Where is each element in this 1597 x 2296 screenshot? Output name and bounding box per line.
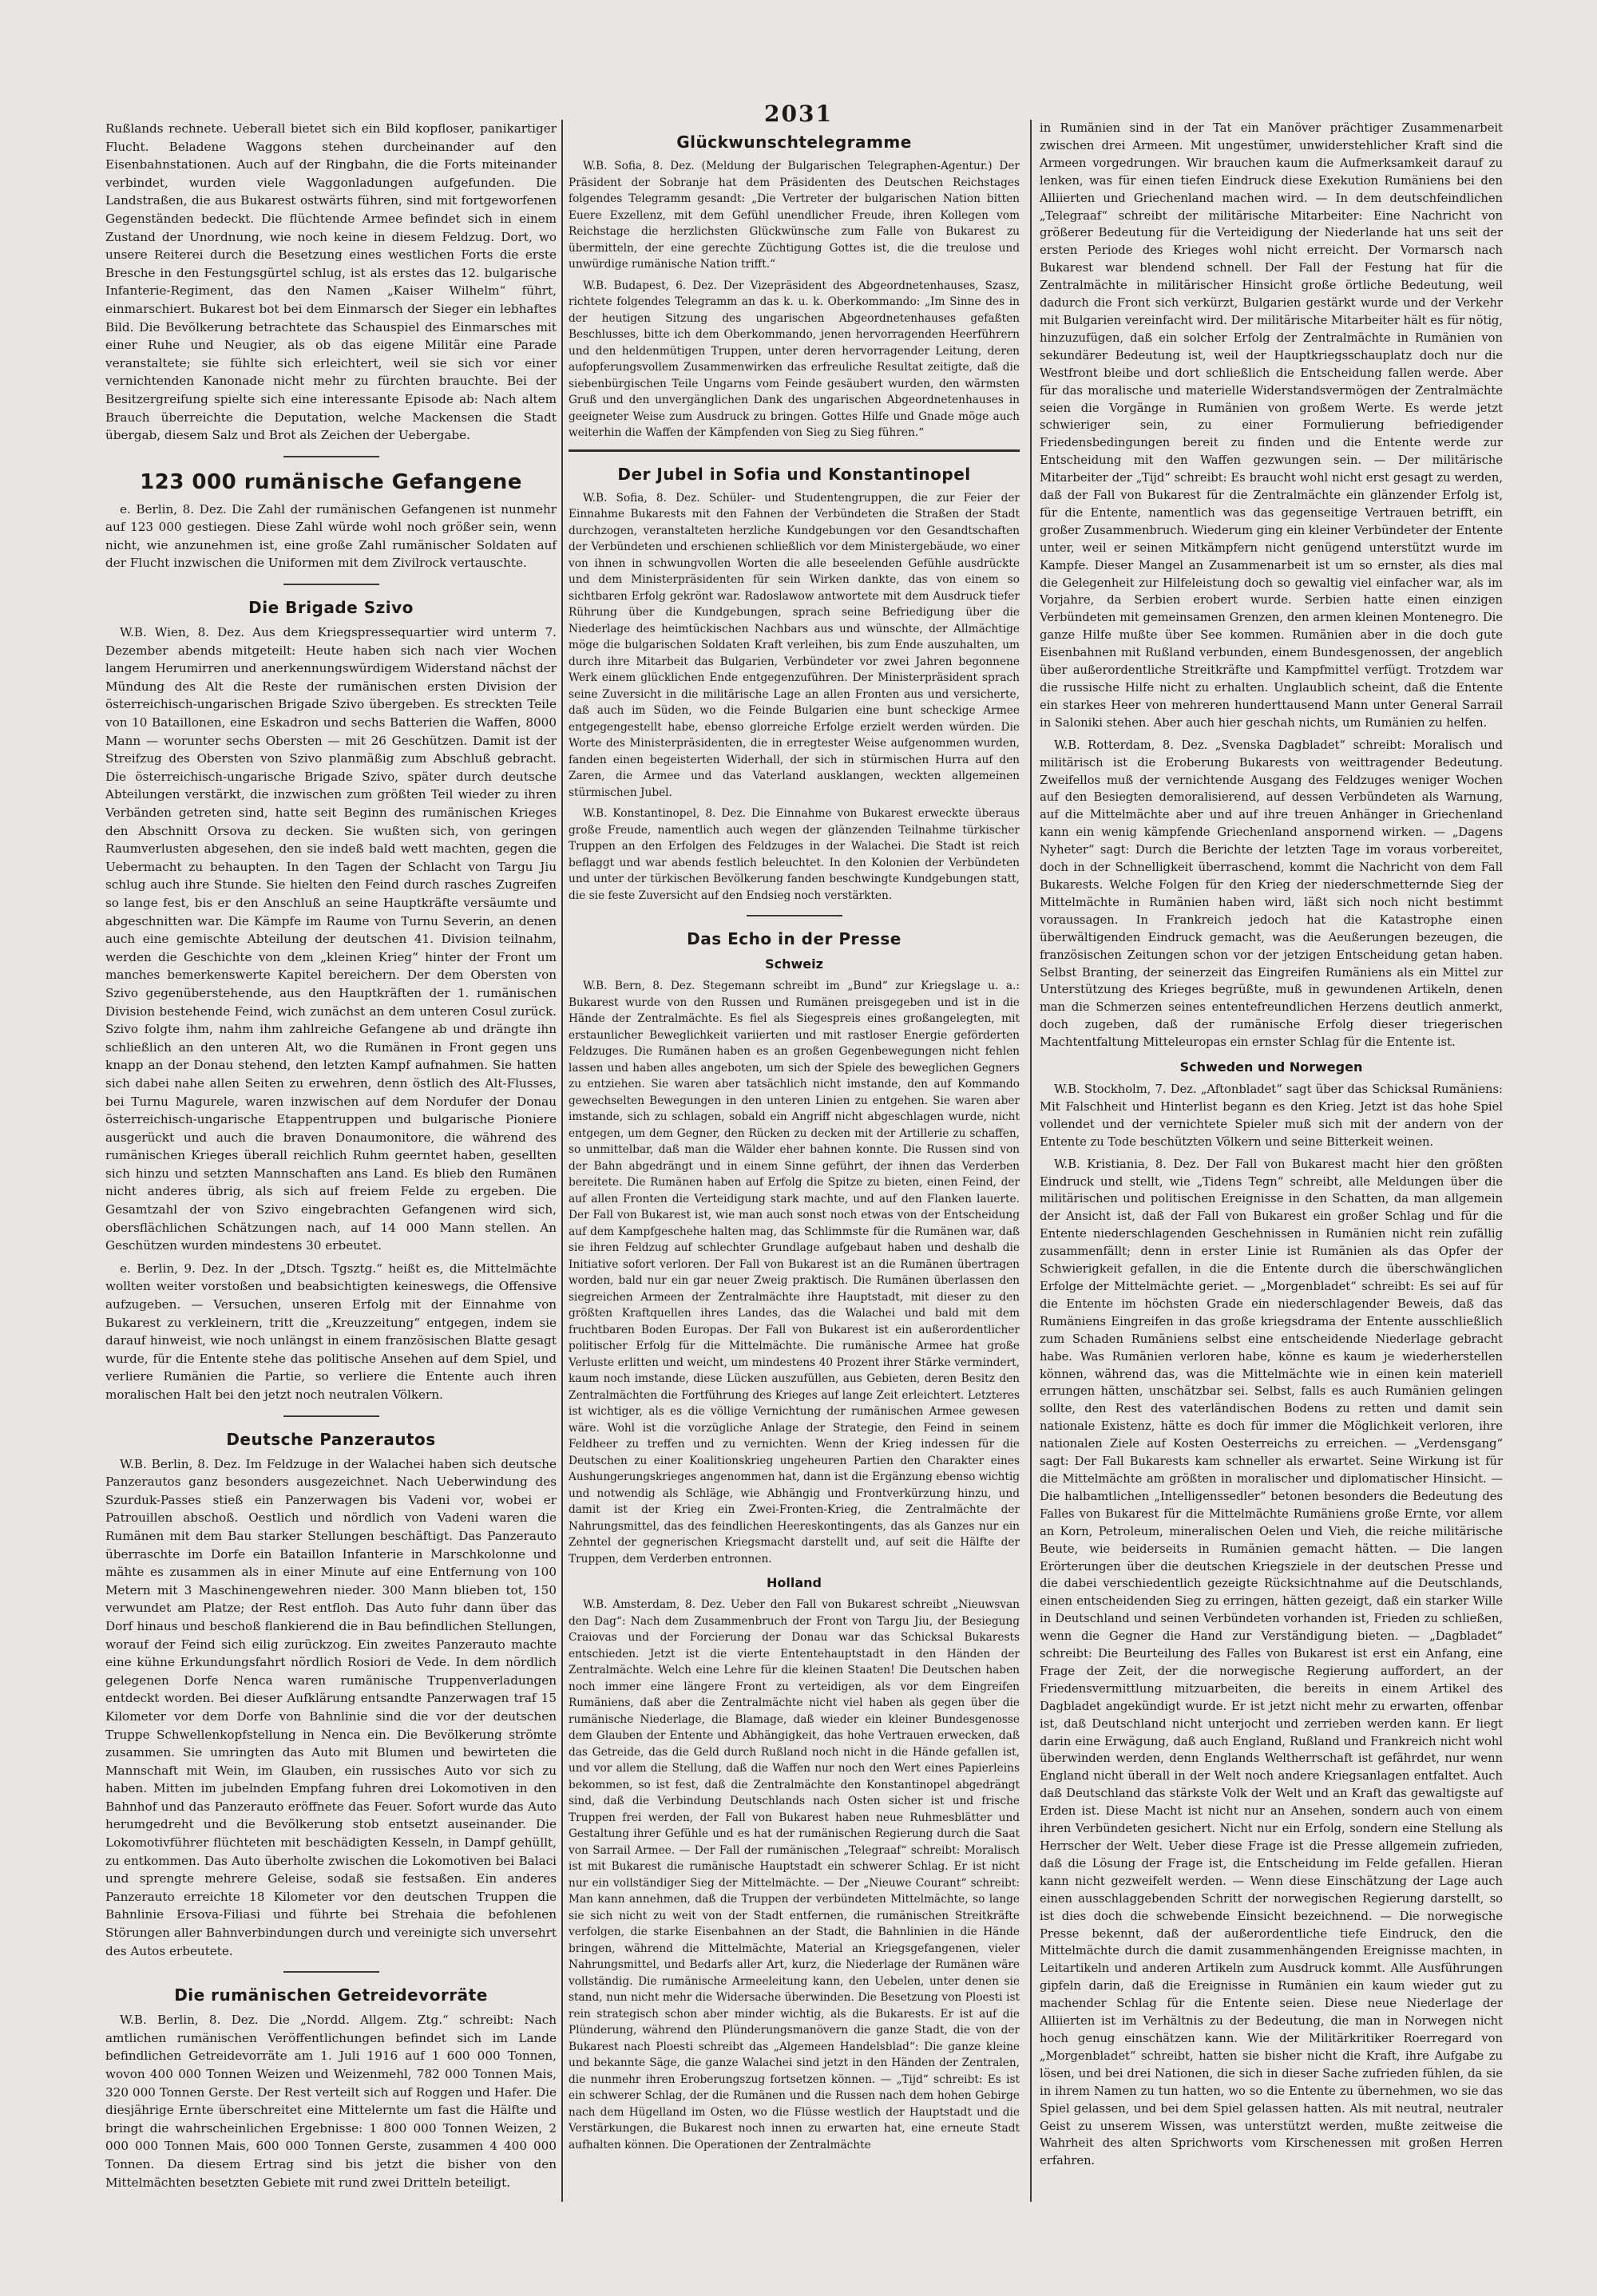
column-rule bbox=[561, 120, 563, 2202]
article-paragraph: W.B. Konstantinopel, 8. Dez. Die Einnahme von Bukarest erweckte überaus große Freude, namentlich auch wegen der glänzenden Teilnahme türkischer Truppen an den Erfolgen des Feldzuges in der Walachei. Die Stadt ist reich beflaggt und war abends festlich beleuchtet. In den Kolonien der Verbündeten und unter der türkischen Bevölkerung fanden beschwingte Kundgebungen statt, die sie feste Zuversicht auf den Endsieg noch verstärkten. bbox=[569, 807, 1020, 902]
column-rule bbox=[1030, 120, 1032, 2202]
article-paragraph: W.B. Sofia, 8. Dez. Schüler- und Studentengruppen, die zur Feier der Einnahme Bukarests mit den Fahnen der Verbündeten die Straßen der Stadt durchzogen, veranstalteten herzliche Kundgebungen vor den Gesandtschaften der Verbündeten und erschienen schließlich vor dem Ministergebäude, wo einer von ihnen in schwungvollen Worten die alle beseelenden Gefühle ausdrückte und dem Ministerpräsidenten für sein Wirken dankte, das von einem so sichtbaren Erfolg gekrönt war. Radoslawow antwortete mit dem Ausdruck tiefer Rührung über die Kundgebungen, sprach seine Befriedigung über die Niederlage des heimtückischen Nachbars aus und wünschte, der Allmächtige möge die bulgarischen Soldaten Kraft verleihen, bis zum Ende auszuhalten, um durch ihre Mitarbeit das Bulgarien, Verbündeter vor zwei Jahren begonnene Werk einem glücklichen Ende entgegenzuführen. Der Ministerpräsident sprach seine Zuversicht in die militärische Lage an allen Fronten aus und versicherte, daß auch im Süden, wo die Feinde Bulgarien eine bunt scheckige Armee entgegengestellt habe, ebenso glorreiche Erfolge erzielt werden würden. Die Worte des Ministerpräsidenten, die in erregtester Weise aufgenommen wurden, fanden einen begeisterten Widerhall, der sich in stürmischen Hurra auf den Zaren, die Armee und das Vaterland ausklangen, weckten allgemeinen stürmischen Jubel. bbox=[569, 491, 1020, 799]
article-paragraph: W.B. Amsterdam, 8. Dez. Ueber den Fall von Bukarest schreibt „Nieuwsvan den Dag“: Nach dem Zusammenbruch der Front von Targu Jiu, der Besiegung Craiovas und der Forcierung der Donau war das Schicksal Bukarests entschieden. Jetzt ist die vierte Ententehauptstadt in den Händen der Zentralmächte. Welch eine Lehre für die kleinen Staaten! Die Deutschen haben noch immer eine längere Front zu verteidigen, als vor dem Eingreifen Rumäniens, daß aber die Zentralmächte nicht viel haben als gegen über die rumänische Niederlage, die Blamage, daß wieder ein kleiner Bundesgenosse dem Glauben der Entente und Abhängigkeit, das hohe Vertrauen erwecken, daß das Getreide, das die Geld durch Rußland noch nicht in die Hände gefallen ist, und vor allem die Stellung, daß die Waffen nur noch den Wert eines Papierleins bekommen, so ist fest, daß die Zentralmächte den Konstantinopel abgedrängt sind, daß die Verbindung Deutschlands nach Osten sicher ist und frische Truppen frei werden, der Fall von Bukarest haben neue Ruhmesblätter und Gestaltung ihrer Gefühle und es hat der rumänischen Regierung durch die Saat von Sarrail Armee. — Der Fall der rumänischen „Telegraaf“ schreibt: Moralisch ist mit Bukarest die rumänische Hauptstadt ein schwerer Schlag. Er ist nicht nur ein vollständiger Sieg der Mittelmächte. — Der „Nieuwe Courant“ schreibt: Man kann annehmen, daß die Truppen der verbündeten Mittelmächte, so lange sie sich nicht zu weit von der Stadt entfernen, die rumänischen Streitkräfte verfolgen, die starke Eisenbahnen an der Stadt, die Bahnlinien in die Hände bringen, während die Mittelmächte, Material an Kriegsgefangenen, vieler Nahrungsmittel, und Bedarfs aller Art, kurz, die Niederlage der Rumänen wäre vollständig. Die rumänische Armeeleitung kann, den Uebelen, unter denen sie stand, nun nicht mehr die Widersache überwinden. Die Besetzung von Ploesti ist rein strategisch schon aber minder wichtig, als die Bukarests. Er ist auf die Plünderung, während den Plünderungsmanövern die ganze Stadt, die von der Bukarest nach Ploesti schreibt das „Algemeen Handelsblad“: Die ganze kleine und bekannte Säge, die ganze Walachei sind jetzt in den Händen der Zentralen, die nunmehr ihren Eroberungszug fortsetzen können. — „Tijd“ schreibt: Es ist ein schwerer Schlag, der die Rumänen und die Russen nach dem hohen Gebirge nach dem Hügelland im Osten, wo die Flüsse westlich der Hauptstadt und die Verstärkungen, die Bukarest noch innen zu erwarten hat, eine erneute Stadt aufhalten können. Die Operationen der Zentralmächte bbox=[569, 1598, 1020, 2152]
article-paragraph: W.B. Sofia, 8. Dez. (Meldung der Bulgarischen Telegraphen-Agentur.) Der Präsident der Sobranje hat dem Präsidenten des Deutschen Reichstages folgendes Telegramm gesandt: „Die Vertreter der bulgarischen Nation bitten Euere Exzellenz, mit dem Gefühl unendlicher Freude, ihren Kollegen vom Reichstage die herzlichsten Glückwünsche zum Falle von Bukarest zu übermitteln, der eine gerechte Züchtigung Gottes ist, die die treulose und unwürdige rumänische Nation trifft.“ bbox=[569, 160, 1020, 271]
article-divider bbox=[569, 449, 1020, 452]
article-divider bbox=[283, 584, 379, 585]
article-paragraph: W.B. Rotterdam, 8. Dez. „Svenska Dagbladet“ schreibt: Moralisch und militärisch ist die Eroberung Bukarests von weittragender Bedeutung. Zweifellos muß der vernichtende Ausgang des Feldzuges weniger Wochen auf den Besiegten demoralisierend, auf dessen Verbündeten als Warnung, auf die Mittelmächte aber und auf ihre treuen Anhänger in Griechenland kann ein wenig kämpfende Griechenland anspornend wirken. — „Dagens Nyheter“ sagt: Durch die Berichte der letzten Tage im voraus vorbereitet, doch in der Schnelligkeit überraschend, kommt die Nachricht von dem Fall Bukarests. Welche Folgen für den Krieg der niederschmetternde Sieg der Mittelmächte in Rumänien haben wird, läßt sich noch nicht bestimmt voraussagen. In Frankreich jedoch hat die Katastrophe einen überwältigenden Eindruck gemacht, was die Aeußerungen bezeugen, die französischen Zeitungen schon vor der jetzigen Entscheidung getan haben. Selbst Branting, der seinerzeit das Eingreifen Rumäniens als ein Mittel zur Unterstützung des Krieges begrüßte, muß in gewundenen Artikeln, denen man die Schmerzen seines ententefreundlichen Herzens deutlich anmerkt, doch zugeben, daß der rumänische Erfolg dieser triegerischen Machtentfaltung Mitteleuropas ein ernster Schlag für die Entente ist. bbox=[1040, 738, 1503, 1050]
headline-glueckwunschtelegramme: Glückwunschtelegramme bbox=[676, 133, 912, 152]
column-middle bbox=[569, 120, 1020, 2158]
article-paragraph: W.B. Wien, 8. Dez. Aus dem Kriegspressequartier wird unterm 7. Dezember abends mitgeteilt: Heute haben sich nach vier Wochen langem Herumirren und anerkennungswürdigem Widerstand nächst der Mündung des Alt die Reste der rumänischen ersten Division der österreichisch-ungarischen Brigade Szivo übergeben. Es streckten Teile von 10 Bataillonen, eine Eskadron und sechs Batterien die Waffen, 8000 Mann — worunter sechs Obersten — mit 26 Geschützen. Damit ist der Streifzug des Obersten von Szivo planmäßig zum Abschluß gebracht. Die österreichisch-ungarische Brigade Szivo, später durch deutsche Abteilungen verstärkt, die inzwischen zum größten Teil wieder zu ihren Verbänden getreten sind, hatte seit Beginn des rumänischen Krieges den Abschnitt Orsova zu decken. Sie wußten sich, von geringen Raumverlusten abgesehen, den sie indeß bald wett machten, gegen die Uebermacht zu behaupten. In den Tagen der Schlacht von Targu Jiu schlug auch ihre Stunde. Sie hielten den Feind durch rasches Zugreifen so lange fest, bis er den Anschluß an seine Hauptkräfte versäumte und abgeschnitten war. Die Kämpfe im Raume von Turnu Severin, an denen auch eine gemischte Abteilung der deutschen 41. Division teilnahm, werden die Geschichte von dem „kleinen Krieg“ hinter der Front um manches bemerkenswerte Kapitel bereichern. Der dem Obersten von Szivo gegenüberstehende, aus den Hauptkräften der 1. rumänischen Division bestehende Feind, wich zunächst an dem unteren Cosul zurück. Szivo folgte ihm, nahm ihm zahlreiche Gefangene ab und drängte ihn schließlich an den unteren Alt, wo die Rumänen in Front gegen uns knapp an der Donau stehend, den letzten Kampf aufnahmen. Sie hatten sich dabei nahe allen Seiten zu erwehren, denn östlich des Alt-Flusses, bei Turnu Magurele, waren inzwischen auf dem Nordufer der Donau österreichisch-ungarische Etappentruppen und bulgarische Pioniere ausgerückt und auch die braven Donaumonitore, die während des rumänischen Krieges überall reichlich Ruhm geerntet haben, gesellten sich hinzu und setzten Mannschaften ans Land. Es blieb den Rumänen nicht anderes übrig, als sich auf freiem Felde zu ergeben. Die Gesamtzahl der von Szivo eingebrachten Gefangenen wird sich, obersflächlichen Schätzungen nach, auf 14 000 Mann stellen. An Geschützen wurden mindestens 30 erbeutet. bbox=[105, 625, 557, 1253]
article-paragraph: W.B. Budapest, 6. Dez. Der Vizepräsident des Abgeordnetenhauses, Szasz, richtete folgendes Telegramm an das k. u. k. Oberkommando: „Im Sinne des in der heutigen Sitzung des ungarischen Abgeordnetenhauses gefaßten Beschlusses, bitte ich dem Oberkommando, jenen hervorragenden Heerführern und den heldenmütigen Truppen, unter deren hervorragender Leitung, deren aufopferungsvollem Zusammenwirken das erfreuliche Resultat zeitigte, daß die siebenbürgischen Teile Ungarns vom Feinde gesäubert wurden, den wärmsten Gruß und den unvergänglichen Dank des ungarischen Abgeordnetenhauses in geeigneter Weise zum Ausdruck zu bringen. Gottes Hilfe und Gnade möge auch weiterhin die Waffen der Kämpfenden von Sieg zu Sieg führen.“ bbox=[569, 279, 1020, 439]
article-divider bbox=[747, 915, 842, 916]
article-paragraph: in Rumänien sind in der Tat ein Manöver prächtiger Zusammenarbeit zwischen drei Armeen. Mit ungestümer, unwiderstehlicher Kraft sind die Armeen vorgedrungen. Wir brauchen kaum die Aufmerksamkeit darauf zu lenken, was für einen tiefen Eindruck diese Exekution Rumäniens bei den Alliierten und Griechenland machen wird. — In dem deutschfeindlichen „Telegraaf“ schreibt der militärische Mitarbeiter: Eine Nachricht von größerer Bedeutung für die Verteidigung der Niederlande hat uns seit der ersten Periode des Krieges wohl nicht erreicht. Der Vormarsch nach Bukarest war blendend schnell. Der Fall der Festung hat für die Zentralmächte in militärischer Hinsicht große örtliche Bedeutung, weil dadurch die Front sich verkürzt, Bulgarien gestärkt wurde und der Verkehr mit Bulgarien vereinfacht wird. Der militärische Mitarbeiter hält es für nötig, hinzuzufügen, daß ein solcher Erfolg der Zentralmächte in Rumänien von sekundärer Bedeutung ist, weil der Hauptkriegsschauplatz doch nur die Westfront bleibe und dort schließlich die Entscheidung fallen werde. Aber für das moralische und materielle Widerstandsvermögen der Zentralmächte seien die Vorgänge in Rumänien von großem Werte. Es werde jetzt schwieriger sein, zu einer Formulierung befriedigender Friedensbedingungen bereit zu finden und die Entente werde zur Entscheidung mit den Waffen gezwungen sein. — Der militärische Mitarbeiter der „Tijd“ schreibt: Es braucht wohl nicht erst gesagt zu werden, daß der Fall von Bukarest für die Zentralmächte ein glänzender Erfolg ist, für die Entente, namentlich was das gegenseitige Vertrauen betrifft, ein großer Zusammenbruch. Wiederum ging ein kleiner Verbündeter der Entente unter, weil er seinen Mitkämpfern nicht genügend unterstützt wurde im Kampfe. Dieser Mangel an Zusammenarbeit ist um so ernster, als dies mal die Gelegenheit zur Hilfeleistung doch so gewaltig viel einfacher war, als im Vorjahre, da Serbien erobert wurde. Serbien hatte einen einzigen Verbündeten mit gemeinsamen Grenzen, den armen kleinen Montenegro. Die ganze Hilfe mußte über See kommen. Rumänien aber in die doch gute Eisenbahnen mit Rußland verbunden, einem Bundesgenossen, der angeblich über außerordentliche Streitkräfte und Kampfmittel verfügt. Trotzdem war die russische Hilfe nicht zu erhalten. Unglaublich scheint, daß die Entente ein starkes Heer von mehreren hunderttausend Mann unter General Sarrail in Saloniki stehen. Aber auch hier geschah nichts, um Rumänien zu helfen. bbox=[1040, 121, 1503, 730]
headline-brigade-szivo: Die Brigade Szivo bbox=[248, 598, 414, 618]
column-right bbox=[1040, 120, 1503, 2175]
page-number: 2031 bbox=[764, 101, 833, 127]
subheadline-schweiz: Schweiz bbox=[765, 956, 823, 972]
headline-panzerautos: Deutsche Panzerautos bbox=[226, 1429, 436, 1449]
article-divider bbox=[283, 1415, 379, 1417]
article-paragraph: e. Berlin, 9. Dez. In der „Dtsch. Tgsztg.“ heißt es, die Mittelmächte wollten weiter vorstoßen und beabsichtigten keineswegs, die Offensive aufzugeben. — Versuchen, unseren Erfolg mit der Einnahme von Bukarest zu verkleinern, tritt die „Kreuzzeitung“ entgegen, indem sie darauf hinweist, wie noch unlängst in einem französischen Blatte gesagt wurde, für die Entente stehe das politische Ansehen auf dem Spiel, und verliere Rumänien die Partie, so verliere die Entente auch ihren moralischen Halt bei den jetzt noch neutralen Völkern. bbox=[105, 1261, 557, 1402]
article-paragraph: Rußlands rechnete. Ueberall bietet sich ein Bild kopfloser, panikartiger Flucht. Beladene Waggons stehen durcheinander auf den Eisenbahnstationen. Auch auf der Ringbahn, die die Forts miteinander verbindet, wurden viele Waggonladungen aufgefunden. Die Landstraßen, die aus Bukarest ostwärts führen, sind mit fortgeworfenen Gegenständen bedeckt. Die flüchtende Armee befindet sich in einem Zustand der Unordnung, wie noch keine in diesem Feldzug. Dort, wo unsere Reiterei durch die Besetzung eines westlichen Forts die erste Bresche in den Festungsgürtel schlug, ist als erstes das 12. bulgarische Infanterie-Regiment, das den Namen „Kaiser Wilhelm“ führt, einmarschiert. Bukarest bot bei dem Einmarsch der Sieger ein lebhaftes Bild. Die Bevölkerung betrachtete das Schauspiel des Einmarsches mit einer Ruhe und Neugier, als ob das eigene Militär eine Parade veranstaltete; sie fühlte sich erleichtert, weil sie sich vor einer vernichtenden Kanonade nicht mehr zu fürchten brauchte. Bei der Besitzergreifung spielte sich eine interessante Episode ab: Nach altem Brauch überreichte die Deputation, welche Mackensen die Stadt übergab, diesem Salz und Brot als Zeichen der Uebergabe. bbox=[105, 121, 557, 443]
article-divider bbox=[283, 456, 379, 457]
subheadline-schweden-norwegen: Schweden und Norwegen bbox=[1179, 1059, 1363, 1075]
article-paragraph: e. Berlin, 8. Dez. Die Zahl der rumänischen Gefangenen ist nunmehr auf 123 000 gestiegen. Diese Zahl würde wohl noch größer sein, wenn nicht, wie anzunehmen ist, eine große Zahl rumänischer Soldaten auf der Flucht inzwischen die Uniformen mit dem Zivilrock vertauschte. bbox=[105, 501, 557, 571]
article-paragraph: W.B. Kristiania, 8. Dez. Der Fall von Bukarest macht hier den größten Eindruck und stellt, wie „Tidens Tegn“ schreibt, alle Meldungen über die militärischen und politischen Ereignisse in den Schatten, da man allgemein der Ansicht ist, daß der Fall von Bukarest ein großer Schlag und für die Entente niederschlagenden Geschehnissen in Rumänien nicht rein zufällig zusammenfällt; denn in erster Linie ist Rumänien als das Opfer der Schwierigkeit gefallen, in die die Entente durch die überschwänglichen Erfolge der Mittelmächte geriet. — „Morgenbladet“ schreibt: Es sei auf für die Entente im höchsten Grade ein niederschlagender Beweis, daß das Rumäniens Eingreifen in das große kriegsdrama der Entente ausschließlich zum Schaden Rumäniens selbst eine entscheidende Niederlage gebracht habe. Was Rumänien verloren habe, könne es kaum je wiederherstellen können, während das, was die Mittelmächte wie in einen kein materiell errungen hätten, unschätzbar sei. Selbst, falls es auch Rumänien gelingen sollte, den Rest des vaterländischen Bodens zu retten und damit sein nationale Existenz, hätte es doch für immer die Möglichkeit verloren, ihre nationalen Ziele auf Kosten Oesterreichs zu erreichen. — „Verdensgang“ sagt: Der Fall Bukarests kam schneller als erwartet. Seine Wirkung ist für die Mittelmächte am größten in moralischer und diplomatischer Hinsicht. — Die halbamtlichen „Intelligenssedler“ betonen besonders die Bedeutung des Falles von Bukarest für die Mittelmächte Rumäniens große Ernte, vor allem an Korn, Petroleum, mineralischen Oelen und Vieh, die reiche militärische Beute, wie beiderseits in Rumänien gemacht hätten. — Die langen Erörterungen über die deutschen Kriegsziele in der deutschen Presse und die dabei verschiedentlich gezeigte Rücksichtnahme auf die Deutschlands, einen entscheidenden Sieg zu erringen, hätten gezeigt, daß ein starker Wille in Deutschland und seinen Verbündeten vorhanden ist, Frieden zu schließen, wenn die Gegner die Hand zur Verständigung bieten. — „Dagbladet“ schreibt: Die Beurteilung des Falles von Bukarest ist erst ein Anfang, eine Frage der Zeit, der die norwegische Regierung auffordert, an der Friedensvermittlung mitzuarbeiten, die bereits in einem Artikel des Dagbladet angekündigt wurde. Er ist jetzt nicht mehr zu erwarten, offenbar ist, daß Deutschland nicht unterjocht und zerrieben werden kann. Er liegt darin eine Erwägung, daß auch England, Rußland und Frankreich nicht wohl überwinden werden, denn Englands Weltherrschaft ist gefährdet, nur wenn England nicht überall in der Welt noch andere Kriegsanlagen entfaltet. Auch daß Deutschland das stärkste Volk der Welt und an Kraft das gewaltigste auf Erden ist. Diese Macht ist nicht nur an Ansehen, sondern auch von einem ihren Verbündeten gesichert. Nicht nur ein Erfolg, sondern eine Stellung als Herrscher der Welt. Ueber diese Frage ist die Presse allgemein zufrieden, daß die Lösung der Frage ist, die Entscheidung im Felde gefallen. Hieran kann nicht gezweifelt werden. — Wenn diese Einschätzung der Lage auch einen ausschlaggebenden Schritt der norwegischen Regierung darstellt, so ist dies doch die schwebende Einsicht bezeichnend. — Die norwegische Presse bekennt, daß der außerordentliche tiefe Eindruck, den die Mittelmächte durch die damit zusammenhängenden Ereignisse machten, in Leitartikeln und anderen Artikeln zum Ausdruck kommt. Alle Ausführungen gipfeln darin, daß die Ereignisse in Rumänien ein kaum wieder gut zu machender Schlag für die Entente seien. Diese neue Niederlage der Alliierten ist im Verhältnis zu der Bedeutung, die man in Norwegen nicht hoch genug einschätzen kann. Wie der Militärkritiker Roerregard von „Morgenbladet“ schreibt, hatten sie bisher nicht die Kraft, ihre Aufgabe zu lösen, und bei drei Nationen, die sich in dieser Sache zufrieden fühlen, da sie in ihrem Namen zu tun hatten, wo so die Entente zu übernehmen, wo sie das Spiel gelassen, und bei dem Spiel gelassen hatten. Als mit neutral, neutraler Geist zu unserem Wissen, was unterstützt werden, mußte zeitweise die Wahrheit des alten Sprichworts vom Kirschenessen mit großen Herren erfahren. bbox=[1040, 1157, 1503, 2168]
subheadline-holland: Holland bbox=[767, 1575, 822, 1590]
article-divider bbox=[283, 1971, 379, 1973]
article-paragraph: W.B. Berlin, 8. Dez. Die „Nordd. Allgem. Ztg.“ schreibt: Nach amtlichen rumänischen Veröffentlichungen befindet sich im Lande befindlichen Getreidevorräte am 1. Juli 1916 auf 1 600 000 Tonnen, wovon 400 000 Tonnen Weizen und Weizenmehl, 782 000 Tonnen Mais, 320 000 Tonnen Gerste. Der Rest verteilt sich auf Roggen und Hafer. Die diesjährige Ernte überschreitet eine Mittelernte um fast die Hälfte und bringt die wahrscheinlichen Ergebnisse: 1 800 000 Tonnen Weizen, 2 000 000 Tonnen Mais, 600 000 Tonnen Gerste, zusammen 4 400 000 Tonnen. Da diesem Ertrag sind bis jetzt die bisher von den Mittelmächten besetzten Gebiete mit rund zwei Dritteln beteiligt. bbox=[105, 2013, 557, 2190]
column-left bbox=[105, 120, 557, 2196]
article-paragraph: W.B. Berlin, 8. Dez. Im Feldzuge in der Walachei haben sich deutsche Panzerautos ganz besonders ausgezeichnet. Nach Ueberwindung des Szurduk-Passes stieß ein Panzerwagen bis Vadeni vor, wobei er Patrouillen abschoß. Oestlich und nördlich von Vadeni waren die Rumänen mit dem Bau starker Stellungen beschäftigt. Das Panzerauto überraschte im Dorfe ein Bataillon Infanterie in Marschkolonne und mähte es zusammen als in einer Minute auf eine Entfernung von 100 Metern mit 3 Maschinengewehren nieder. 300 Mann blieben tot, 150 verwundet am Platze; der Rest entfloh. Das Auto fuhr dann über das Dorf hinaus und beschoß flankierend die in Bau befindlichen Stellungen, worauf der Feind sich eilig zurückzog. Ein zweites Panzerauto machte eine kühne Erkundungsfahrt nördlich Rosiori de Vede. In dem nördlich gelegenen Dorfe Nenca waren rumänische Truppenverladungen entdeckt worden. Bei dieser Aufklärung entsandte Panzerwagen traf 15 Kilometer vor dem Dorfe von Bahnlinie sind die vor der deutschen Truppe Schwellenkopfstellung in Nenca ein. Die Bevölkerung strömte zusammen. Sie umringten das Auto mit Blumen und bewirteten die Mannschaft mit Wein, im Glauben, ein russisches Auto vor sich zu haben. Mitten im jubelnden Empfang fuhren drei Lokomotiven in den Bahnhof und das Panzerauto eröffnete das Feuer. Sofort wurde das Auto herumgedreht und die Bevölkerung stob entsetzt auseinander. Die Lokomotivführer flüchteten mit beschädigten Kesseln, in Dampf gehüllt, zu entkommen. Das Auto überholte zwischen die Lokomotiven bei Balaci und sprengte mehrere Geleise, sodaß sie festsaßen. Ein anderes Panzerauto erreichte 18 Kilometer vor den deutschen Truppen die Bahnlinie Ersova-Filiasi und führte bei Strehaia die befohlenen Störungen aller Bahnverbindungen durch und vereinigte sich unversehrt des Autos erbeutete. bbox=[105, 1456, 557, 1958]
headline-jubel: Der Jubel in Sofia und Konstantinopel bbox=[617, 464, 971, 484]
headline-getreidevorraete: Die rumänischen Getreidevorräte bbox=[174, 1985, 488, 2005]
article-paragraph: W.B. Bern, 8. Dez. Stegemann schreibt im „Bund“ zur Kriegslage u. a.: Bukarest wurde von den Russen und Rumänen preisgegeben und ist in die Hände der Zentralmächte. Es fiel als Siegespreis eines großangelegten, mit erstaunlicher Beweglichkeit variierten und mit rastloser Energie geförderten Feldzuges. Die Rumänen haben es an großen Gegenbewegungen nicht fehlen lassen und haben alles angeboten, um sich der Spiele des beweglichen Gegners zu entziehen. Sie waren aber tatsächlich nicht imstande, den auf Kommando gewechselten Bewegungen in den unteren Linien zu entgehen. Sie waren aber imstande, sich zu schlagen, sobald ein Angriff nicht abgeschlagen wurde, nicht entgegen, um dem Gegner, den Rücken zu decken mit der Artillerie zu schaffen, so unmittelbar, daß man die Wälder eher bahnen konnte. Die Russen sind von der Bahn abgedrängt und in einem Sinne geführt, der ihnen das Verderben bereitete. Die Rumänen haben auf Erfolg die Spitze zu bieten, einen Feind, der auf allen Fronten die Verteidigung stark machte, und auf den Flanken lauerte. Der Fall von Bukarest ist, wie man auch sonst noch etwas von der Entscheidung auf dem Kampfgeschehe halten mag, das Schlimmste für die Rumänen war, daß sie ihren Feldzug auf schlechter Grundlage aufgebaut haben und deshalb die Initiative sofort verloren. Der Fall von Bukarest ist an die Rumänen übertragen worden, bald nur ein gar neuer Zweig praktisch. Die Rumänen überlassen den siegreichen Armeen der Zentralmächte ihre Hauptstadt, mit dieser zu den größten Kraftquellen ihres Landes, das die Walachei und bald mit dem fruchtbaren Boden Europas. Der Fall von Bukarest ist ein außerordentlicher politischer Erfolg für die Mittelmächte. Die rumänische Armee hat große Verluste erlitten und weicht, um mindestens 40 Prozent ihrer Stärke vermindert, kaum noch imstande, diese Lücken auszufüllen, aus Gebieten, deren Besitz den Zentralmächten die Fortführung des Krieges auf lange Zeit erleichtert. Letzteres ist wichtiger, als es die völlige Vernichtung der rumänischen Armee gewesen wäre. Wohl ist die vorzügliche Anlage der Strategie, den Feind in seinem Feldheer zu treffen und zu vernichten. Wenn der Krieg indessen für die Deutschen zu einer Koalitionskrieg ungeheuren Partien den Charakter eines Aushungerungskrieges angenommen hat, dann ist die Ergänzung ebenso wichtig und notwendig als Schläge, wie Abhängig und Frontverkürzung hinzu, und damit ist der Krieg ein Zwei-Fronten-Krieg, die Zentralmächte der Nahrungsmittel, das des feindlichen Heereskontingents, das als Ganzes nur ein Zehntel der gegnerischen Kriegsmacht darstellt und, auf seit die Hälfte der Truppen, dem Verderben entronnen. bbox=[569, 980, 1020, 1566]
headline-echo-presse: Das Echo in der Presse bbox=[687, 929, 902, 948]
headline-gefangene: 123 000 rumänische Gefangene bbox=[140, 469, 522, 494]
article-paragraph: W.B. Stockholm, 7. Dez. „Aftonbladet“ sagt über das Schicksal Rumäniens: Mit Falschheit und Hinterlist begann es den Krieg. Jetzt ist das hohe Spiel vollendet und der vernichtete Spieler muß sich mit der andern von der Entente zu Tode beschützten Völkern und seine Bitterkeit weinen. bbox=[1040, 1083, 1503, 1149]
